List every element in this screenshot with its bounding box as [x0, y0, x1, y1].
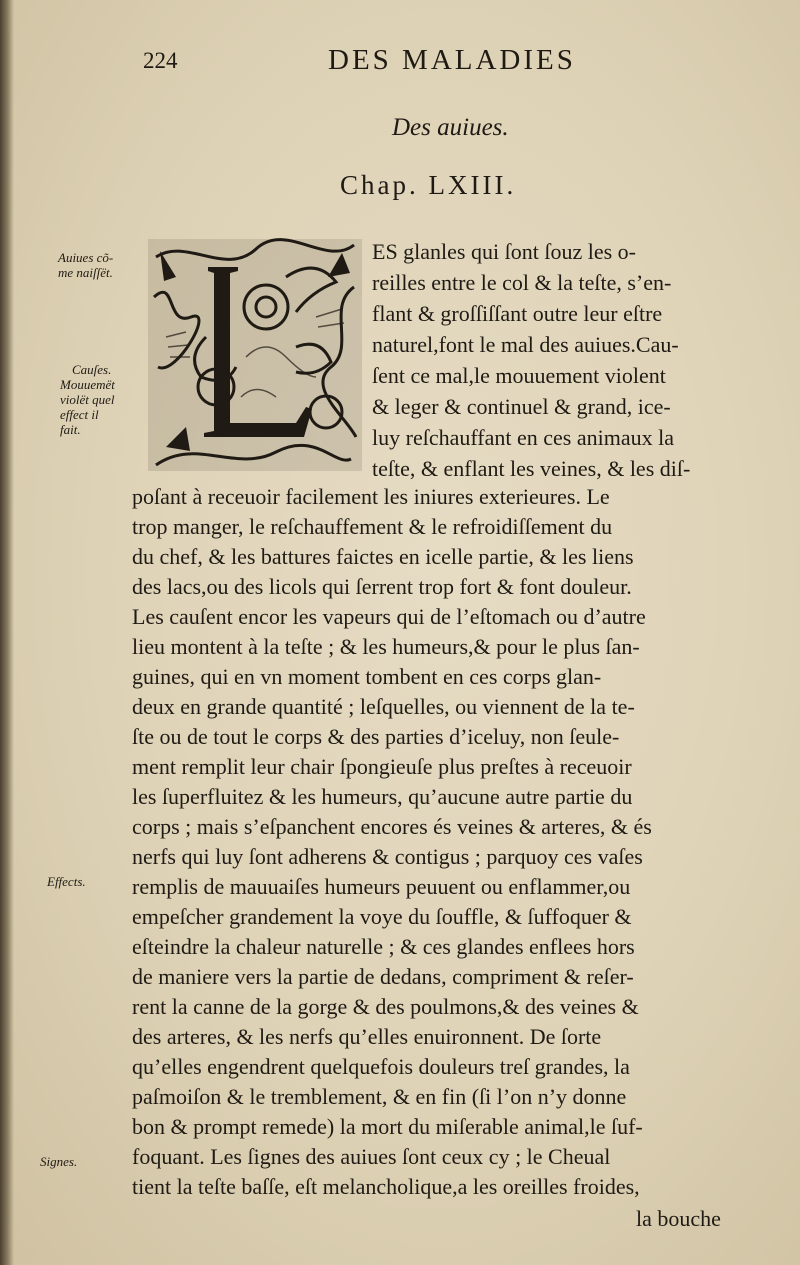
- body-line: paſmoiſon & le tremblement, & en fin (ſi l’on n’y donne: [132, 1084, 627, 1109]
- body-line: des lacs,ou des licols qui ſerrent trop fort & font douleur.: [132, 574, 632, 599]
- body-line: remplis de mauuaiſes humeurs peuuent ou enflammer,ou: [132, 874, 631, 899]
- body-line: ES glanles qui ſont ſouz les o-: [372, 239, 636, 264]
- body-line: luy reſchauffant en ces animaux la: [372, 425, 674, 450]
- body-line: de maniere vers la partie de dedans, compriment & reſer-: [132, 964, 634, 989]
- body-line: les ſuperfluitez & les humeurs, qu’aucune autre partie du: [132, 784, 633, 809]
- body-line: des arteres, & les nerfs qu’elles enuironnent. De ſorte: [132, 1024, 602, 1049]
- body-line: ſte ou de tout le corps & des parties d’iceluy, non ſeule-: [132, 724, 620, 749]
- margin-note-line: violët quel: [60, 392, 115, 407]
- body-line: guines, qui en vn moment tombent en ces corps glan-: [132, 664, 602, 689]
- drop-cap-initial: [146, 237, 364, 473]
- body-line: qu’elles engendrent quelquefois douleurs treſ grandes, la: [132, 1054, 630, 1079]
- body-line: foquant. Les ſignes des auiues ſont ceux cy ; le Cheual: [132, 1144, 611, 1169]
- margin-note-effects: [47, 874, 86, 889]
- margin-note-line: Cauſes.: [72, 362, 112, 377]
- margin-note-line: effect il: [60, 407, 99, 422]
- body-line: ſent ce mal,le mouuement violent: [372, 363, 666, 388]
- body-line: reilles entre le col & la teſte, s’en-: [372, 270, 672, 295]
- catchword: la bouche: [636, 1206, 721, 1231]
- chapter-heading: Chap. LXIII.: [340, 170, 517, 200]
- margin-note-line: Signes.: [40, 1154, 78, 1169]
- body-line: nerfs qui luy ſont adherens & contigus ; parquoy ces vaſes: [132, 844, 643, 869]
- body-line: flant & groſſiſſant outre leur eſtre: [372, 301, 663, 326]
- page-number: 224: [143, 48, 178, 73]
- body-line: poſant à receuoir facilement les iniures exterieures. Le: [132, 484, 610, 509]
- running-head: DES MALADIES: [328, 44, 576, 76]
- body-line: deux en grande quantité ; leſquelles, ou viennent de la te-: [132, 694, 635, 719]
- body-line: du chef, & les battures faictes en icelle partie, & les liens: [132, 544, 634, 569]
- margin-note-auiues: [58, 250, 113, 280]
- body-line: rent la canne de la gorge & des poulmons,& des veines &: [132, 994, 639, 1019]
- section-title: Des auiues.: [392, 114, 509, 141]
- body-line: trop manger, le reſchauffement & le refroidiſſement du: [132, 514, 613, 539]
- body-line: eſteindre la chaleur naturelle ; & ces glandes enflees hors: [132, 934, 635, 959]
- body-line: Les cauſent encor les vapeurs qui de l’eſtomach ou d’autre: [132, 604, 646, 629]
- margin-note-line: Mouuemët: [60, 377, 115, 392]
- body-line: corps ; mais s’eſpanchent encores és veines & arteres, & és: [132, 814, 652, 839]
- book-spine-shadow: [0, 0, 14, 1265]
- margin-note-line: fait.: [60, 422, 81, 437]
- body-line: tient la teſte baſſe, eſt melancholique,a les oreilles froides,: [132, 1174, 640, 1199]
- margin-note-signes: [40, 1154, 77, 1169]
- margin-note-line: me naiſſët.: [58, 265, 113, 280]
- margin-note-causes: [60, 362, 115, 437]
- body-line: ment remplit leur chair ſpongieuſe plus preſtes à receuoir: [132, 754, 632, 779]
- margin-note-line: Auiues cõ-: [58, 250, 114, 265]
- body-line: empeſcher grandement la voye du ſouffle, & ſuffoquer &: [132, 904, 632, 929]
- body-line: lieu montent à la teſte ; & les humeurs,& pour le plus ſan-: [132, 634, 640, 659]
- margin-note-line: Effects.: [47, 874, 86, 889]
- body-line: bon & prompt remede) la mort du miſerable animal,le ſuf-: [132, 1114, 643, 1139]
- body-line: naturel,font le mal des auiues.Cau-: [372, 332, 679, 357]
- body-line: & leger & continuel & grand, ice-: [372, 394, 671, 419]
- body-line: teſte, & enflant les veines, & les diſ-: [372, 456, 691, 481]
